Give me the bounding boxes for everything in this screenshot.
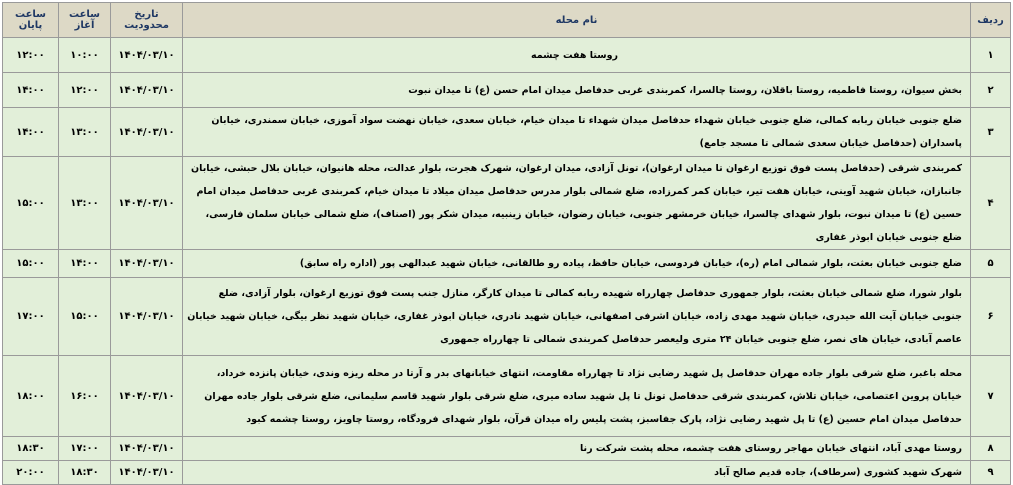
outage-date: ۱۴۰۴/۰۳/۱۰ (111, 437, 183, 461)
start-time: ۱۳:۰۰ (59, 157, 111, 250)
end-time: ۱۴:۰۰ (3, 73, 59, 108)
area-name: شهرک شهید کشوری (سرطاف)، جاده قدیم صالح آباد (183, 461, 971, 485)
row-number: ۳ (971, 108, 1011, 157)
end-time: ۱۸:۰۰ (3, 356, 59, 437)
start-time: ۱۶:۰۰ (59, 356, 111, 437)
start-time: ۱۸:۳۰ (59, 461, 111, 485)
end-time: ۱۷:۰۰ (3, 278, 59, 356)
table-row (3, 461, 1011, 485)
start-time: ۱۵:۰۰ (59, 278, 111, 356)
area-name: محله باغبر، ضلع شرقی بلوار جاده مهران حدفاصل پل شهید رضایی نژاد تا چهارراه مقاومت، انتهای خیابانهای بدر و آرتا در محله ریزه وندی، خیابان پانزده خرداد، خیابان پروین اعتصامی، خیابان تلاش، کمربندی شرقی حدفاصل تونل تا پل شهید ساده میری، ضلع شرقی بلوار شهید قاسم سلیمانی، ضلع شرقی بلوار جاده مهران حدفاصل میدان امام حسین (ع) تا پل شهید رضایی نژاد، پارک جفاسبز، پشت پلیس راه میدان قرآن، بلوار شهدای فرودگاه، روستا چاویز، روستا چشمه کبود (183, 356, 971, 437)
table-row (3, 73, 1011, 108)
row-number: ۲ (971, 73, 1011, 108)
table-row (3, 356, 1011, 437)
row-number: ۵ (971, 250, 1011, 278)
area-name: ضلع جنوبی خیابان ربابه کمالی، ضلع جنوبی خیابان شهداء حدفاصل میدان شهداء تا میدان خیام، خیابان سعدی، خیابان نهضت سواد آموزی، خیابان سمندری، خیابان پاسداران (حدفاصل خیابان سعدی شمالی تا مسجد جامع) (183, 108, 971, 157)
row-number: ۷ (971, 356, 1011, 437)
area-name: بخش سیوان، روستا فاطمیه، روستا باقلان، روستا چالسرا، کمربندی غربی حدفاصل میدان امام حسن (ع) تا میدان نبوت (183, 73, 971, 108)
area-name: بلوار شورا، ضلع شمالی خیابان بعثت، بلوار جمهوری حدفاصل چهارراه شهیده ربابه کمالی تا میدان کارگر، منازل جنب پست فوق توزیع ارغوان، بلوار آزادی، ضلع جنوبی خیابان آیت الله حیدری، خیابان شهید مهدی زاده، خیابان اشرفی اصفهانی، خیابان شهید نادری، خیابان ابوذر غفاری، خیابان شهید نظر بیگی، خیابان شهید خیابان عاصم آبادی، خیابان های نصر، ضلع جنوبی خیابان ۲۴ متری ولیعصر حدفاصل کمربندی شمالی تا چهارراه جمهوری (183, 278, 971, 356)
table-row (3, 278, 1011, 356)
area-name: کمربندی شرقی (حدفاصل پست فوق توزیع ارغوان تا میدان ارغوان)، تونل آزادی، میدان ارغوان، شهرک هجرت، بلوار عدالت، محله هانیوان، خیابان بلال حبشی، خیابان جانبازان، خیابان شهید آوینی، خیابان هفت تیر، خیابان کمر کمرزاده، ضلع شمالی بلوار مدرس حدفاصل میدان میلاد تا میدان خیام، کمربندی غربی حدفاصل میدان امام حسین (ع) تا میدان نبوت، بلوار شهدای چالسرا، خیابان خرمشهر جنوبی، خیابان رضوان، خیابان زینبیه، میدان شکر پور (اصناف)، ضلع شمالی خیابان سلمان فارسی، ضلع جنوبی خیابان ابوذر غفاری (183, 157, 971, 250)
start-time: ۱۴:۰۰ (59, 250, 111, 278)
end-time: ۱۲:۰۰ (3, 38, 59, 73)
outage-date: ۱۴۰۴/۰۳/۱۰ (111, 157, 183, 250)
end-time: ۱۵:۰۰ (3, 250, 59, 278)
area-name: روستا مهدی آباد، انتهای خیابان مهاجر روستای هفت چشمه، محله پشت شرکت رنا (183, 437, 971, 461)
area-name: روستا هفت چشمه (183, 38, 971, 73)
header-date: تاریخ محدودیت (111, 3, 183, 38)
outage-date: ۱۴۰۴/۰۳/۱۰ (111, 73, 183, 108)
outage-date: ۱۴۰۴/۰۳/۱۰ (111, 356, 183, 437)
outage-table (2, 2, 1011, 485)
table-row (3, 108, 1011, 157)
header-area-name: نام محله (183, 3, 971, 38)
start-time: ۱۳:۰۰ (59, 108, 111, 157)
row-number: ۱ (971, 38, 1011, 73)
table-row (3, 157, 1011, 250)
table-row (3, 437, 1011, 461)
row-number: ۹ (971, 461, 1011, 485)
table-header-row (3, 3, 1011, 38)
end-time: ۱۸:۳۰ (3, 437, 59, 461)
end-time: ۱۵:۰۰ (3, 157, 59, 250)
outage-date: ۱۴۰۴/۰۳/۱۰ (111, 250, 183, 278)
table-row (3, 250, 1011, 278)
end-time: ۱۴:۰۰ (3, 108, 59, 157)
header-end-time: ساعت پایان (3, 3, 59, 38)
row-number: ۶ (971, 278, 1011, 356)
outage-date: ۱۴۰۴/۰۳/۱۰ (111, 461, 183, 485)
row-number: ۴ (971, 157, 1011, 250)
row-number: ۸ (971, 437, 1011, 461)
start-time: ۱۷:۰۰ (59, 437, 111, 461)
area-name: ضلع جنوبی خیابان بعثت، بلوار شمالی امام (ره)، خیابان فردوسی، خیابان حافظ، پیاده رو طالقانی، خیابان شهید عبدالهی پور (اداره راه سابق) (183, 250, 971, 278)
header-row-number: ردیف (971, 3, 1011, 38)
start-time: ۱۲:۰۰ (59, 73, 111, 108)
outage-date: ۱۴۰۴/۰۳/۱۰ (111, 38, 183, 73)
header-start-time: ساعت آغاز (59, 3, 111, 38)
outage-date: ۱۴۰۴/۰۳/۱۰ (111, 278, 183, 356)
outage-date: ۱۴۰۴/۰۳/۱۰ (111, 108, 183, 157)
table-row (3, 38, 1011, 73)
outage-schedule (2, 2, 1011, 485)
start-time: ۱۰:۰۰ (59, 38, 111, 73)
end-time: ۲۰:۰۰ (3, 461, 59, 485)
